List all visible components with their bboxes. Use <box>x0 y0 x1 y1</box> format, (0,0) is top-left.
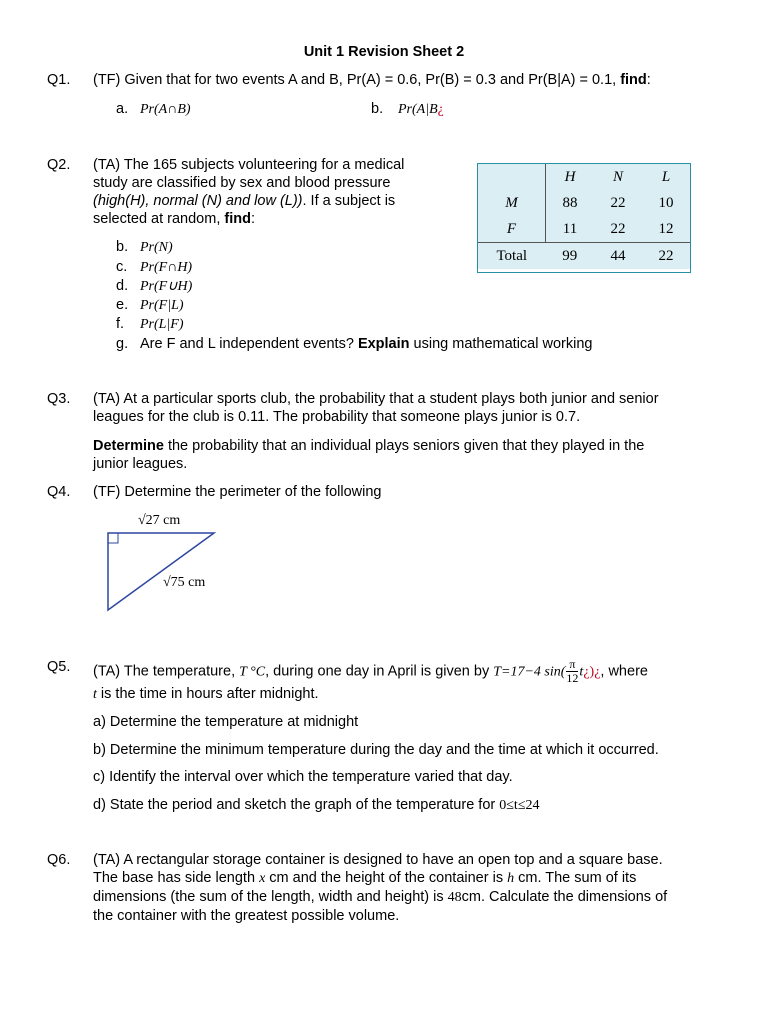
table-cell: 44 <box>594 243 642 270</box>
q2-part-b: b. Pr(N) <box>116 239 173 255</box>
triangle-side-top-label: √27 cm <box>138 513 181 528</box>
q5-part-a: a) Determine the temperature at midnight <box>93 714 359 730</box>
q1-part-b: b. Pr(A|B¿ <box>371 101 444 117</box>
q1-number: Q1. <box>47 72 71 88</box>
q4-text: (TF) Determine the perimeter of the following <box>93 484 382 500</box>
q3-number: Q3. <box>47 391 71 407</box>
q2-part-g: g. Are F and L independent events? Explain using mathematical working <box>116 336 593 352</box>
table-cell: 11 <box>562 221 578 237</box>
table-cell: 88 <box>562 195 578 211</box>
table-header-l: L <box>661 169 671 185</box>
q5-part-d: d) State the period and sketch the graph of the temperature for 0≤t≤24 <box>93 797 540 813</box>
table-cell: 22 <box>610 195 626 211</box>
table-row-label: M <box>478 190 546 216</box>
fraction: $\frac{\pi}{12}$ <box>566 657 579 685</box>
table-row <box>478 190 690 216</box>
table-cell: 22 <box>642 243 690 270</box>
table-corner <box>478 164 546 190</box>
q6-number: Q6. <box>47 852 71 868</box>
table-header-row <box>478 164 690 190</box>
q5-text: (TA) The temperature, T °C, during one day in April is given by T=17−4 sin( $\frac{\pi}{12}$ t¿)¿, where <box>93 657 648 685</box>
q2-part-c: c. Pr(F∩H) <box>116 259 193 275</box>
triangle-shape <box>108 533 214 610</box>
q5-number: Q5. <box>47 659 71 675</box>
q5-text-line2: t is the time in hours after midnight. <box>93 686 319 702</box>
q1-text: (TF) Given that for two events A and B, Pr(A) = 0.6, Pr(B) = 0.3 and Pr(B|A) = 0.1, find: <box>93 72 651 88</box>
blood-pressure-table <box>478 164 690 269</box>
table-header-h: H <box>564 169 576 185</box>
table-cell: 22 <box>610 221 626 237</box>
q2-part-f: f. Pr(L|F) <box>116 316 184 332</box>
table-cell: 99 <box>546 243 595 270</box>
q3-text: (TA) At a particular sports club, the probability that a student plays both junior and senior leagues for the club is 0.11. The probability that someone plays junior is 0.7. <box>93 391 659 425</box>
q2-part-e: e. Pr(F|L) <box>116 297 184 313</box>
table-header-n: N <box>612 169 623 185</box>
table-total-row <box>478 243 690 270</box>
q3-question: Determine the probability that an individual plays seniors given that they played in the junior leagues. <box>93 438 645 472</box>
q2-text: (TA) The 165 subjects volunteering for a medical study are classified by sex and blood pressure (high(H), normal (N) and low (L)). If a subject is selected at random, find: <box>93 157 405 227</box>
q2-part-d: d. Pr(F∪H) <box>116 278 193 294</box>
page-title: Unit 1 Revision Sheet 2 <box>303 44 465 60</box>
table-row-label: Total <box>478 243 546 270</box>
q1-part-a: a. Pr(A∩B) <box>116 101 191 117</box>
q2-number: Q2. <box>47 157 71 173</box>
triangle-hypotenuse-label: √75 cm <box>163 575 206 590</box>
table-cell: 10 <box>658 195 674 211</box>
table-cell: 12 <box>658 221 674 237</box>
q6-text: (TA) A rectangular storage container is designed to have an open top and a square base. The base has side length x cm and the height of the container is h cm. The sum of its dimensions (the sum of the length, width and height) is 48cm. Calculate the dimensions of the container with the greatest possible volume. <box>93 852 668 924</box>
q5-part-c: c) Identify the interval over which the temperature varied that day. <box>93 769 513 785</box>
q4-number: Q4. <box>47 484 71 500</box>
right-angle-marker <box>108 533 118 543</box>
table-row <box>478 216 690 243</box>
q5-part-b: b) Determine the minimum temperature during the day and the time at which it occurred. <box>93 742 659 758</box>
table-row-label: F <box>478 216 546 243</box>
